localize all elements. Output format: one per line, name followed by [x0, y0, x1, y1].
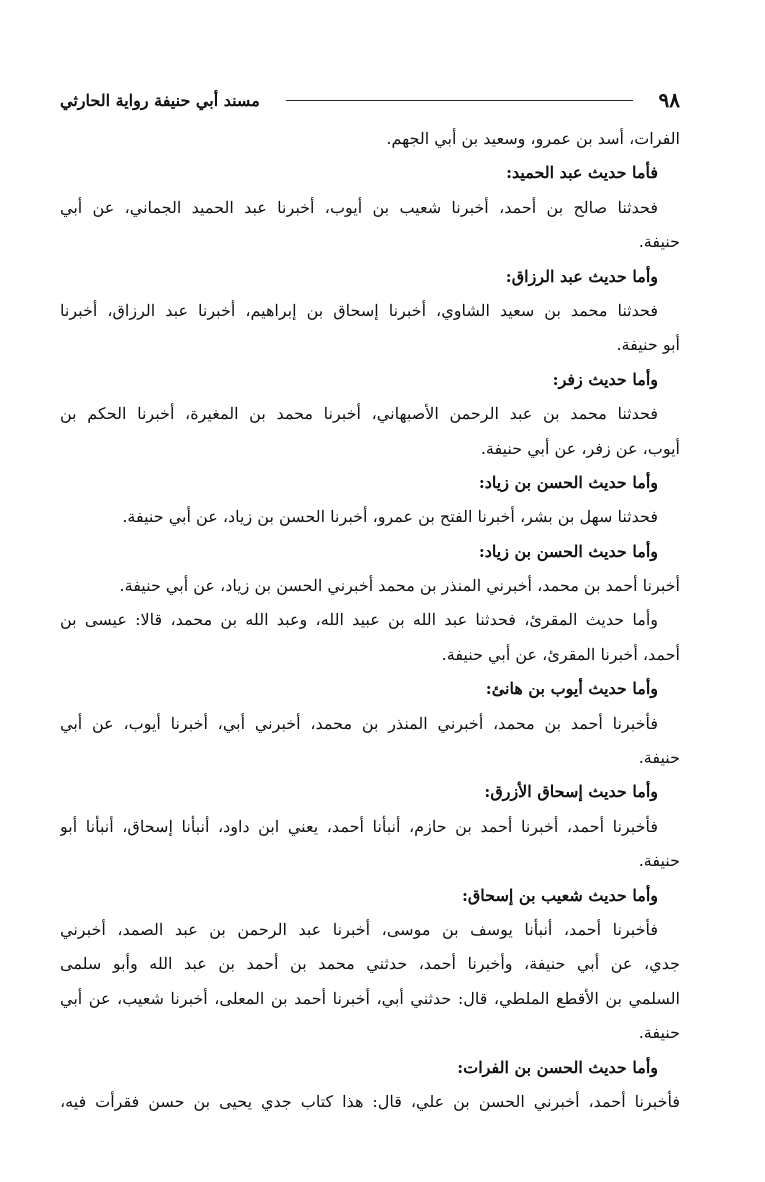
text-line: حنيفة.	[638, 851, 680, 871]
text-line: فأخبرنا أحمد، أخبرني الحسن بن علي، قال: هذا كتاب جدي يحيى بن حسن فقرأت فيه،	[60, 1091, 680, 1111]
section-heading: وأما حديث زفر:	[552, 369, 658, 389]
text-line: حنيفة.	[638, 232, 680, 252]
section-heading: وأما حديث الحسن بن زياد:	[478, 472, 658, 492]
section-heading: وأما حديث إسحاق الأزرق:	[484, 782, 658, 802]
text-line: جدي، عن أبي حنيفة، وأخبرنا أحمد، حدثني محمد بن أحمد بن عبد الله وأبو سلمى	[60, 954, 680, 974]
section-heading: فأما حديث عبد الحميد:	[506, 163, 658, 183]
page-number: ٩٨	[658, 88, 680, 112]
book-page	[60, 80, 680, 1111]
section-heading: وأما حديث عبد الرزاق:	[505, 266, 658, 286]
text-line: السلمي بن الأقطع الملطي، قال: حدثني أبي، أخبرنا أحمد بن المعلى، أخبرنا شعيب، عن أبي	[60, 988, 680, 1008]
section-heading: وأما حديث أيوب بن هانئ:	[485, 679, 658, 699]
text-line: حنيفة.	[638, 1023, 680, 1043]
text-line: أيوب، عن زفر، عن أبي حنيفة.	[480, 438, 680, 458]
section-heading: وأما حديث شعيب بن إسحاق:	[461, 885, 658, 905]
text-line: أبو حنيفة.	[616, 335, 680, 355]
text-line: الفرات، أسد بن عمرو، وسعيد بن أبي الجهم.	[386, 129, 680, 148]
text-line: فأخبرنا أحمد بن محمد، أخبرني المنذر بن محمد، أخبرني أبي، أخبرنا أيوب، عن أبي	[60, 713, 658, 733]
text-line: أحمد، أخبرنا المقرئ، عن أبي حنيفة.	[441, 644, 680, 664]
text-line: فحدثنا محمد بن عبد الرحمن الأصبهاني، أخبرنا محمد بن المغيرة، أخبرنا الحكم بن	[60, 404, 658, 424]
section-heading: وأما حديث الحسن بن زياد:	[478, 541, 658, 561]
text-line: فحدثنا سهل بن بشر، أخبرنا الفتح بن عمرو، أخبرنا الحسن بن زياد، عن أبي حنيفة.	[122, 507, 658, 527]
text-line: وأما حديث المقرئ، فحدثنا عبد الله بن عبيد الله، وعبد الله بن محمد، قالا: عيسى بن	[60, 610, 658, 630]
section-heading: وأما حديث الحسن بن الفرات:	[457, 1057, 658, 1077]
page-header	[60, 80, 680, 120]
text-line: حنيفة.	[638, 748, 680, 768]
text-line: فأخبرنا أحمد، أنبأنا يوسف بن موسى، أخبرنا عبد الرحمن بن عبد الصمد، أخبرني	[60, 919, 658, 939]
text-line: فأخبرنا أحمد، أخبرنا أحمد بن حازم، أنبأنا أحمد، يعني ابن داود، أنبأنا إسحاق، أنبأنا أبو	[60, 816, 658, 836]
text-line: أخبرنا أحمد بن محمد، أخبرني المنذر بن محمد أخبرني الحسن بن زياد، عن أبي حنيفة.	[119, 576, 680, 596]
page-body	[60, 122, 680, 1119]
header-rule	[286, 100, 633, 101]
text-line: فحدثنا صالح بن أحمد، أخبرنا شعيب بن أيوب، أخبرنا عبد الحميد الجماني، عن أبي	[60, 197, 658, 217]
book-title: مسند أبي حنيفة رواية الحارثي	[60, 90, 260, 110]
text-line: فحدثنا محمد بن سعيد الشاوي، أخبرنا إسحاق بن إبراهيم، أخبرنا عبد الرزاق، أخبرنا	[60, 300, 658, 320]
